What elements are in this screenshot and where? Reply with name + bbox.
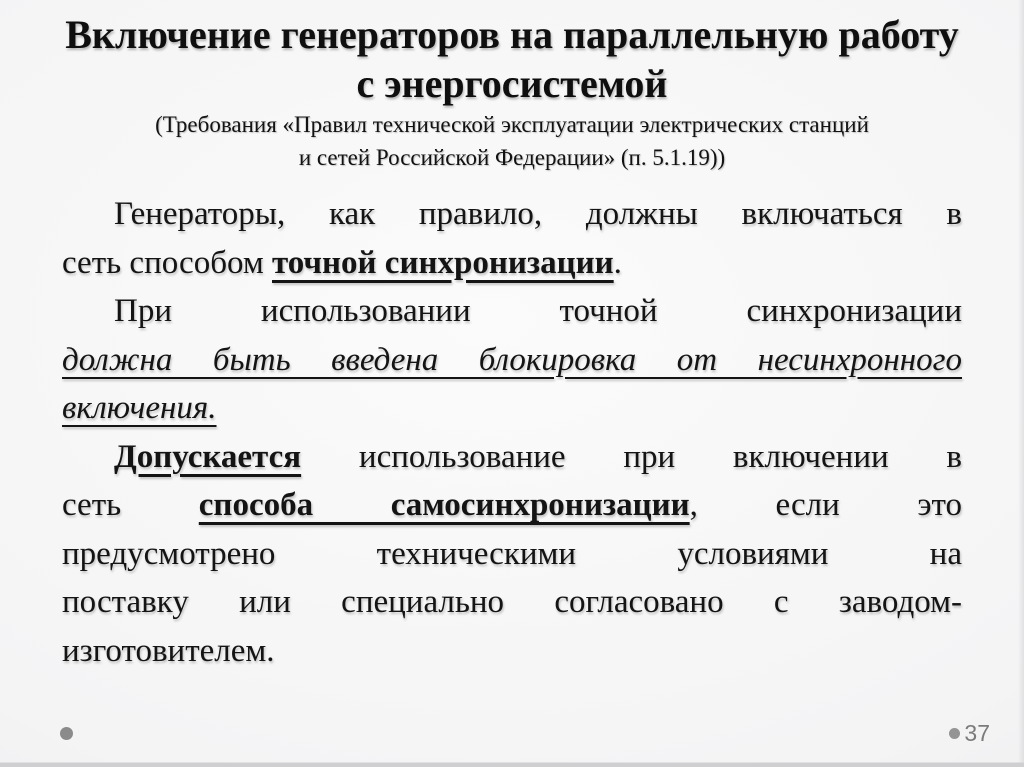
- text-line: [62, 239, 962, 288]
- text-line: [62, 433, 962, 482]
- text-run: сеть способом: [62, 244, 272, 281]
- text-line: [62, 287, 962, 336]
- text-line: [62, 190, 962, 239]
- footer-bullet-dot: [60, 727, 73, 740]
- text-run: , если это: [689, 487, 962, 523]
- text-line: [62, 481, 962, 530]
- text-line: [62, 530, 962, 579]
- slide-title-line-2: с энергосистемой: [356, 61, 668, 106]
- slide-header: [0, 0, 1024, 174]
- text-run: Допускается: [114, 438, 302, 475]
- text-run: сеть: [62, 487, 199, 523]
- text-run: должна быть введена блокировка от несинхронного: [62, 341, 962, 378]
- text-run: .: [613, 244, 622, 281]
- text-run: поставку или специально согласовано с заводом-: [62, 584, 962, 620]
- text-line: [62, 578, 962, 627]
- text-line: [62, 627, 962, 676]
- slide-title-line-1: Включение генераторов на параллельную работу: [65, 12, 959, 57]
- text-run: использование при включении в: [301, 438, 962, 475]
- body-text: [62, 190, 962, 675]
- text-run: предусмотрено техническими условиями на: [62, 535, 962, 572]
- text-run: включения.: [62, 390, 217, 426]
- page-number-area: [949, 719, 990, 747]
- text-run: изготовителем.: [62, 632, 275, 669]
- slide-subtitle-line-1: (Требования «Правил технической эксплуатации электрических станций: [155, 112, 869, 137]
- page-number: 37: [964, 720, 990, 746]
- text-run: точной синхронизации: [272, 244, 614, 281]
- text-run: способа самосинхронизации: [198, 487, 690, 523]
- text-line: [62, 384, 962, 433]
- text-line: [62, 336, 962, 385]
- slide-subtitle-line-2: и сетей Российской Федерации» (п. 5.1.19)): [298, 145, 726, 170]
- text-run: При использовании точной синхронизации: [114, 293, 962, 329]
- text-run: Генераторы, как правило, должны включаться в: [114, 196, 962, 232]
- page-number-dot: [949, 728, 960, 739]
